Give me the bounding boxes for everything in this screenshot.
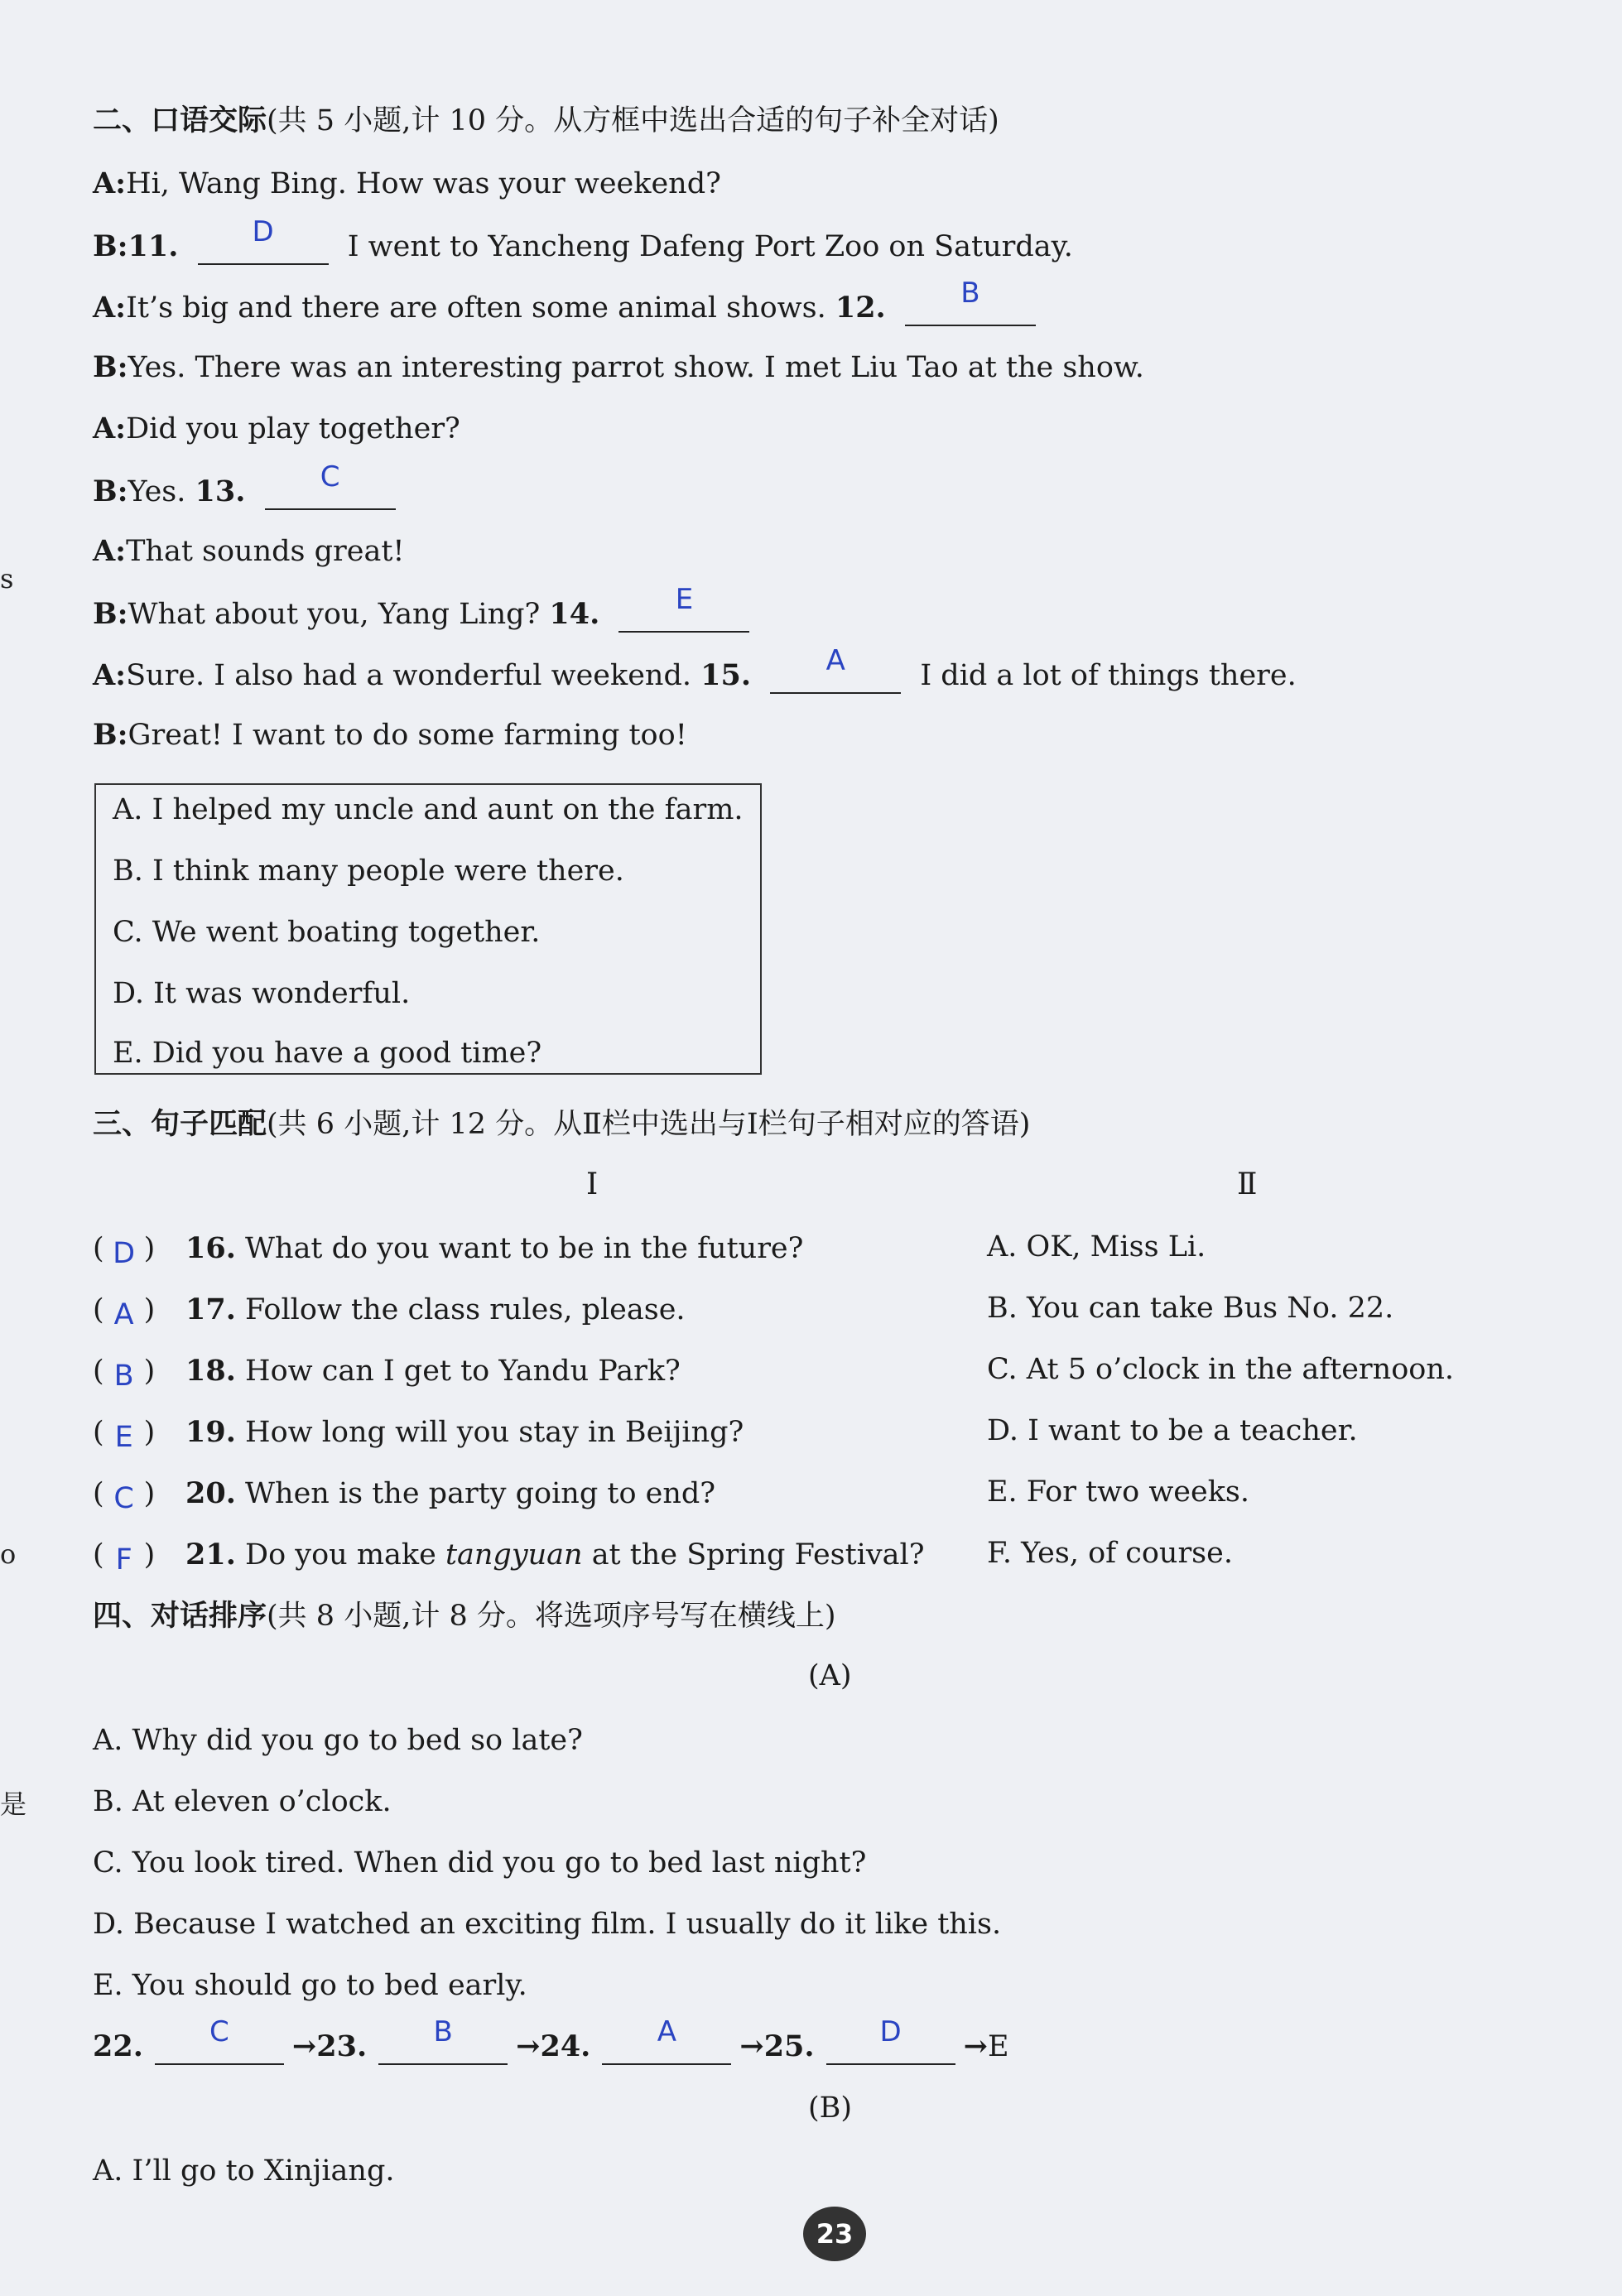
sort-item-a: A. Why did you go to bed so late? — [93, 1724, 583, 1757]
match-option-e: E. For two weeks. — [987, 1475, 1249, 1509]
sort-item-d: D. Because I watched an exciting film. I usually do it like this. — [93, 1908, 1002, 1941]
sort-item-e: E. You should go to bed early. — [93, 1969, 527, 2002]
match-answer-17[interactable]: A — [113, 1298, 134, 1331]
column-2-header: Ⅱ — [1237, 1167, 1258, 1201]
dialogue-line-6: B:Yes. 13. C — [93, 472, 406, 510]
dialogue-line-2: B:11. D I went to Yancheng Dafeng Port Zoo on Saturday. — [93, 215, 1073, 263]
dialogue-line-7: A:That sounds great! — [93, 534, 405, 568]
match-option-c: C. At 5 o’clock in the afternoon. — [987, 1353, 1455, 1386]
dialogue-line-5: A:Did you play together? — [93, 412, 460, 445]
match-row-20: ( C ) 20. When is the party going to end? — [93, 1476, 716, 1515]
answer-blank-13[interactable]: C — [265, 472, 396, 510]
part-a-label: (A) — [808, 1659, 852, 1692]
match-row-16: ( D ) 16. What do you want to be in the future? — [93, 1231, 804, 1270]
match-row-18: ( B ) 18. How can I get to Yandu Park? — [93, 1354, 681, 1393]
answer-blank-14[interactable]: E — [618, 594, 749, 633]
option-c: C. We went boating together. — [113, 916, 541, 949]
match-option-f: F. Yes, of course. — [987, 1537, 1233, 1570]
section3-heading: 三、句子匹配(共 6 小题,计 12 分。从Ⅱ栏中选出与Ⅰ栏句子相对应的答语) — [93, 1107, 1031, 1141]
column-1-header: Ⅰ — [586, 1167, 599, 1201]
match-option-d: D. I want to be a teacher. — [987, 1414, 1358, 1447]
match-answer-18[interactable]: B — [113, 1360, 134, 1393]
answer-blank-12[interactable]: B — [905, 288, 1036, 326]
edge-mark-2: o — [0, 1538, 17, 1570]
match-answer-20[interactable]: C — [113, 1482, 134, 1515]
dialogue-line-1: A:Hi, Wang Bing. How was your weekend? — [93, 166, 721, 200]
option-b: B. I think many people were there. — [113, 854, 624, 888]
answer-blank-22[interactable]: C — [155, 2027, 284, 2065]
match-option-a: A. OK, Miss Li. — [987, 1230, 1206, 1264]
match-row-21: ( F ) 21. Do you make tangyuan at the Spring Festival? — [93, 1538, 925, 1576]
part-b-label: (B) — [808, 2091, 853, 2125]
match-option-b: B. You can take Bus No. 22. — [987, 1292, 1394, 1325]
answer-blank-15[interactable]: A — [770, 656, 901, 694]
sort-item-c: C. You look tired. When did you go to bed last night? — [93, 1846, 867, 1880]
option-a: A. I helped my uncle and aunt on the farm. — [113, 793, 744, 826]
dialogue-line-4: B:Yes. There was an interesting parrot show. I met Liu Tao at the show. — [93, 350, 1144, 384]
dialogue-line-3: A:It’s big and there are often some animal shows. 12. B — [93, 288, 1046, 326]
answer-blank-25[interactable]: D — [826, 2027, 955, 2065]
edge-mark-1: s — [0, 563, 14, 594]
answer-blank-23[interactable]: B — [378, 2027, 508, 2065]
match-answer-16[interactable]: D — [113, 1237, 136, 1270]
match-answer-21[interactable]: F — [115, 1543, 132, 1576]
match-row-17: ( A ) 17. Follow the class rules, please. — [93, 1292, 686, 1331]
section4-heading: 四、对话排序(共 8 小题,计 8 分。将选项序号写在横线上) — [93, 1599, 836, 1633]
options-box — [94, 783, 762, 1075]
match-row-19: ( E ) 19. How long will you stay in Beijing? — [93, 1415, 744, 1454]
edge-mark-3: 是 — [0, 1788, 27, 1820]
sequence-answers: 22. C →23. B →24. A →25. D →E — [93, 2015, 1009, 2063]
dialogue-line-8: B:What about you, Yang Ling? 14. E — [93, 594, 759, 633]
sort-item-b: B. At eleven o’clock. — [93, 1785, 392, 1818]
dialogue-line-9: A:Sure. I also had a wonderful weekend. 15. A I did a lot of things there. — [93, 644, 1297, 692]
section2-heading: 二、口语交际(共 5 小题,计 10 分。从方框中选出合适的句子补全对话) — [93, 103, 999, 137]
page-number: 23 — [803, 2207, 866, 2261]
answer-blank-24[interactable]: A — [602, 2027, 731, 2065]
option-e: E. Did you have a good time? — [113, 1037, 542, 1070]
match-answer-19[interactable]: E — [114, 1421, 133, 1454]
answer-blank-11[interactable]: D — [198, 227, 329, 265]
dialogue-line-10: B:Great! I want to do some farming too! — [93, 718, 687, 752]
option-d: D. It was wonderful. — [113, 977, 411, 1010]
part-b-item-a: A. I’ll go to Xinjiang. — [93, 2154, 395, 2188]
